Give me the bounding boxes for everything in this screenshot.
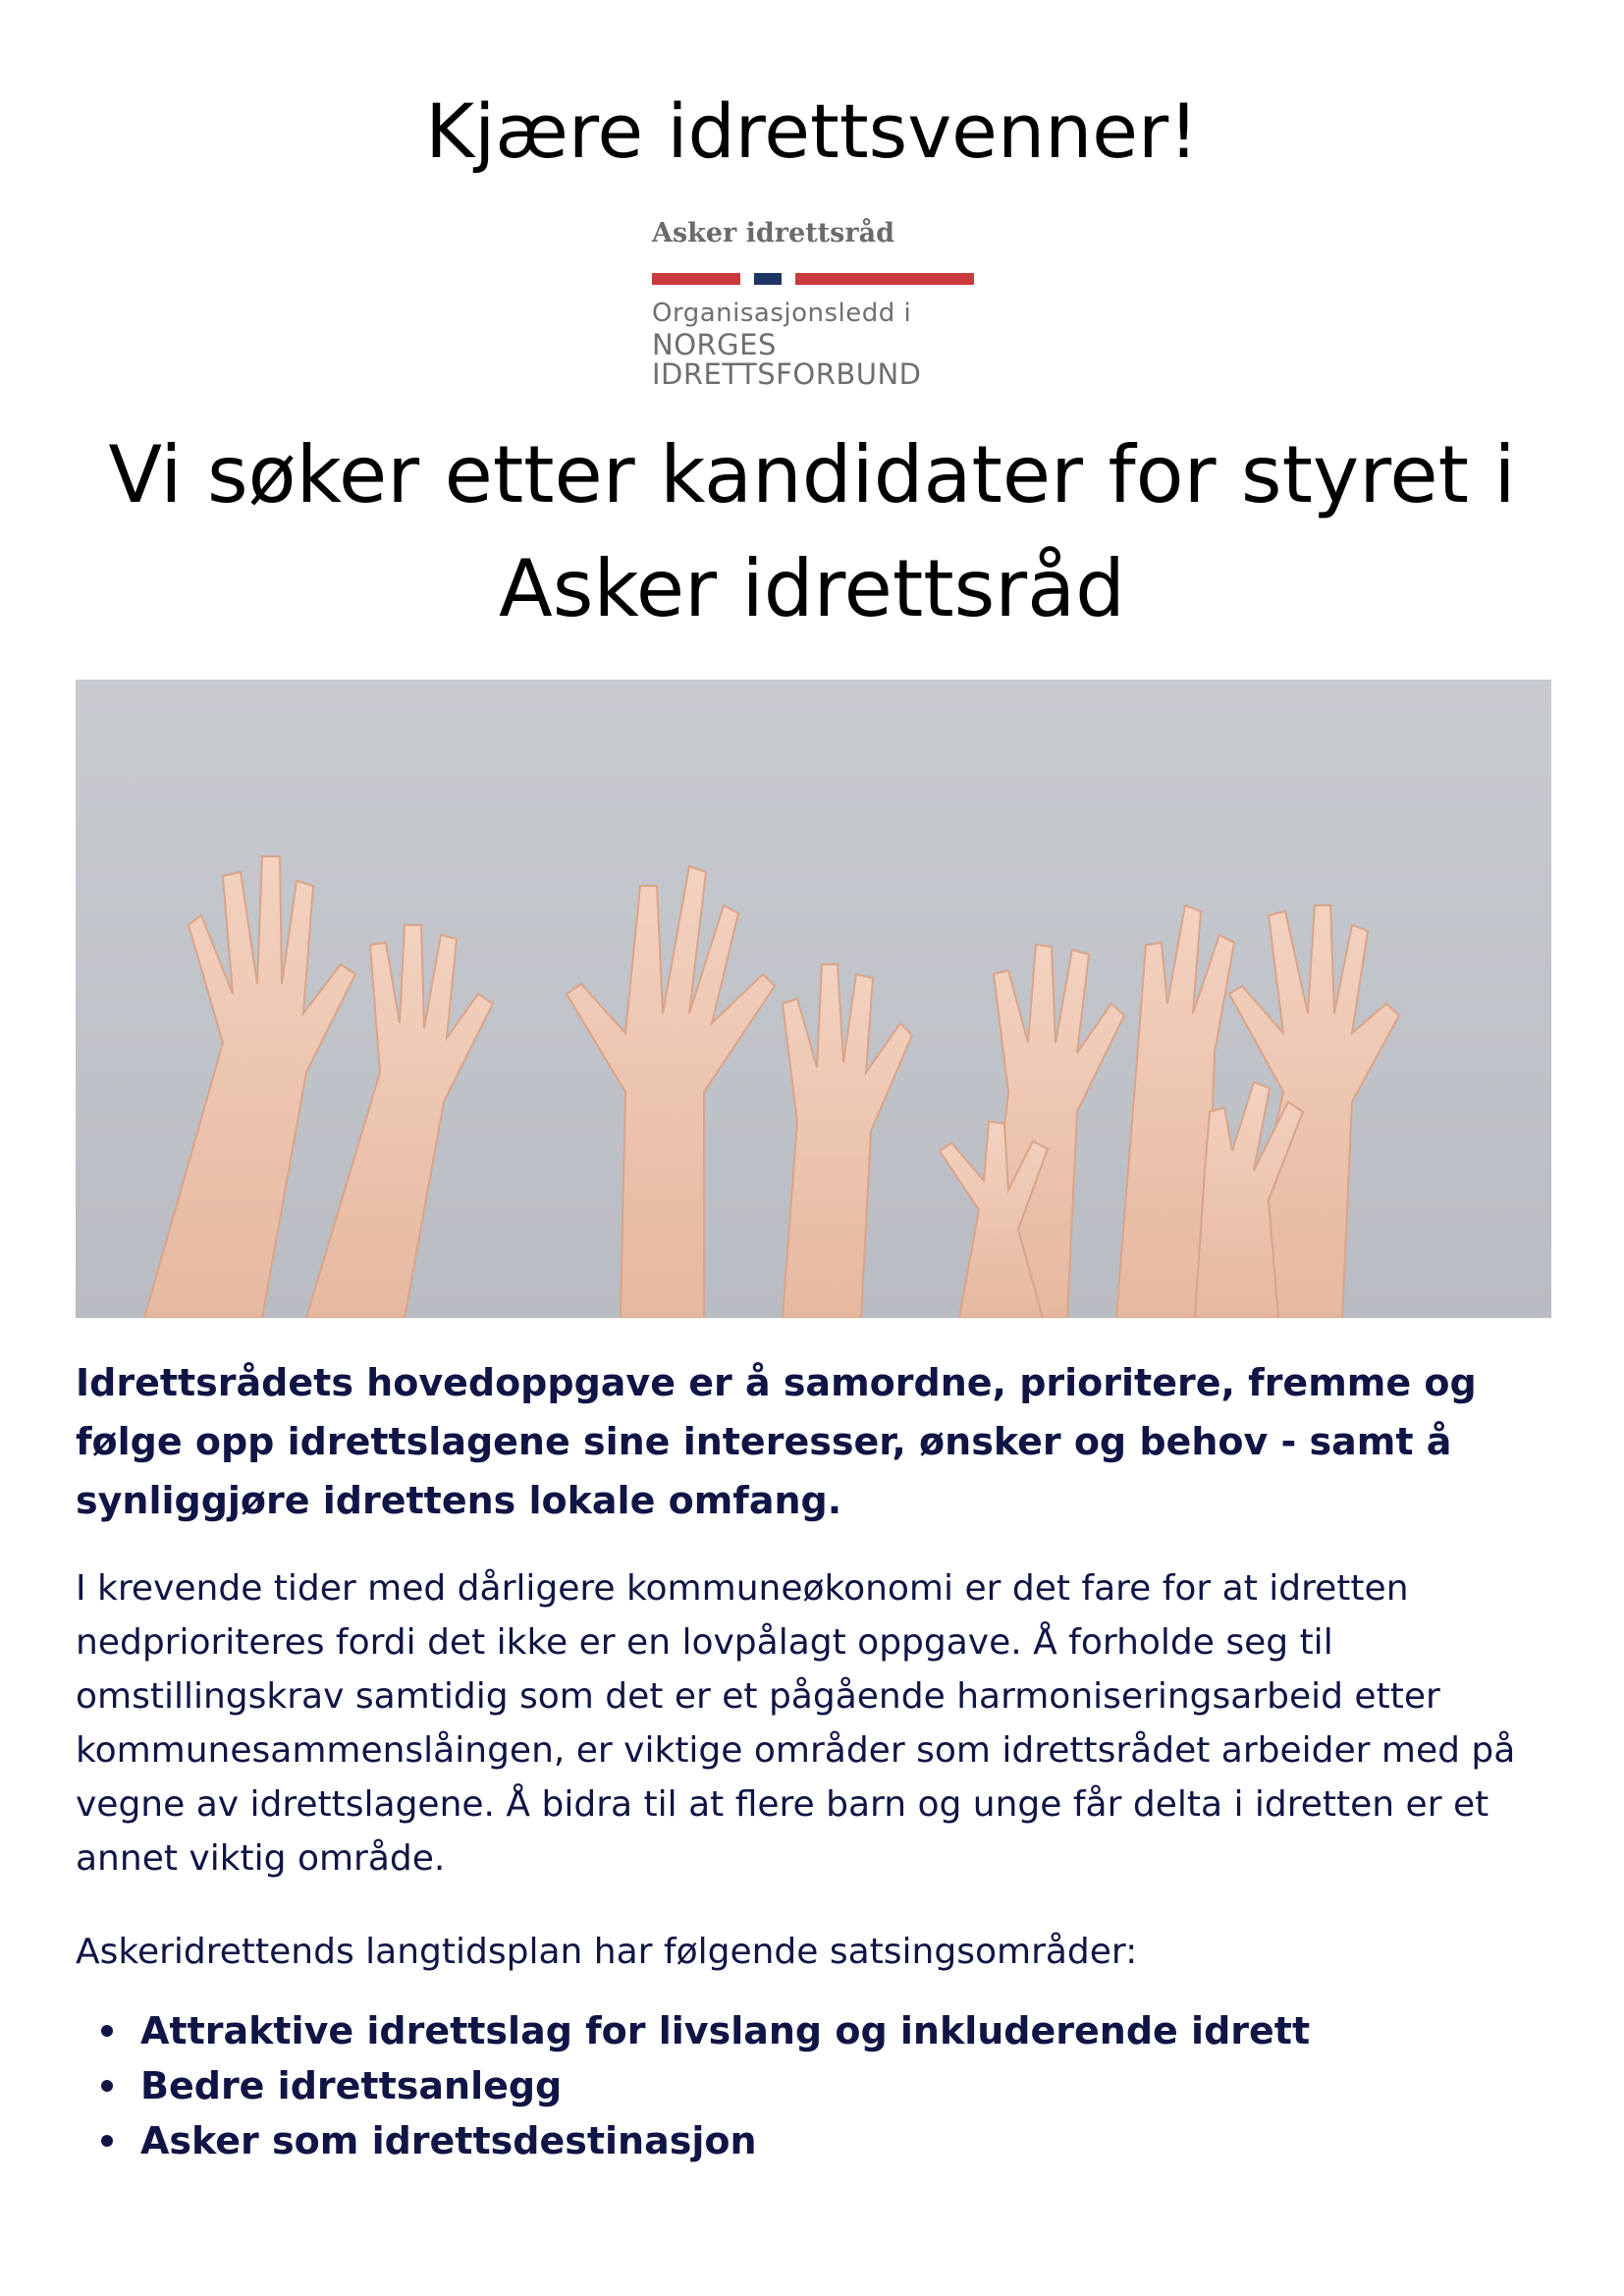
list-item	[76, 2003, 1548, 2058]
focus-area-list	[76, 2003, 1548, 2168]
list-item-label: Attraktive idrettslag for livslang og inkluderende idrett	[140, 2009, 1311, 2052]
logo-stripe-red-right	[795, 273, 974, 285]
logo-subtitle-line3: IDRETTSFORBUND	[652, 357, 922, 391]
list-item	[76, 2113, 1548, 2168]
bullet-icon	[101, 2025, 113, 2037]
bullet-icon	[101, 2135, 113, 2147]
body-paragraph-1: I krevende tider med dårligere kommuneøkonomi er det fare for at idretten nedprioriteres fordi det ikke er en lovpålagt oppgave. Å forholde seg til omstillingskrav samtidig som det er et pågående harmoniseringsarbeid etter kommunesammenslåingen, er viktige områder som idrettsrådet arbeider med på vegne av idrettslagene. Å bidra til at flere barn og unge får delta i idretten er et annet viktig område.	[76, 1568, 1516, 1879]
logo-subtitle-line2: NORGES	[652, 328, 777, 361]
logo-stripe-blue	[754, 273, 782, 285]
greeting-heading: Kjære idrettsvenner!	[425, 87, 1199, 175]
logo-subtitle-line1: Organisasjonsledd i	[652, 299, 912, 328]
logo-stripe-red-left	[652, 273, 740, 285]
raised-hands-photo	[76, 680, 1551, 1318]
bullet-icon	[101, 2080, 113, 2092]
body-paragraph-2: Askeridrettends langtidsplan har følgende satsingsområder:	[76, 1932, 1138, 1972]
logo-title: Asker idrettsråd	[652, 218, 894, 248]
list-item-label: Asker som idrettsdestinasjon	[140, 2119, 757, 2162]
asker-idrettsrad-logo	[652, 214, 990, 391]
list-item-label: Bedre idrettsanlegg	[140, 2064, 563, 2107]
headline: Vi søker etter kandidater for styret i Asker idrettsråd	[108, 429, 1516, 634]
list-item	[76, 2058, 1548, 2113]
lead-paragraph: Idrettsrådets hovedoppgave er å samordne, prioritere, fremme og følge opp idrettslagene sine interesser, ønsker og behov - samt å synliggjøre idrettens lokale omfang.	[76, 1361, 1477, 1522]
